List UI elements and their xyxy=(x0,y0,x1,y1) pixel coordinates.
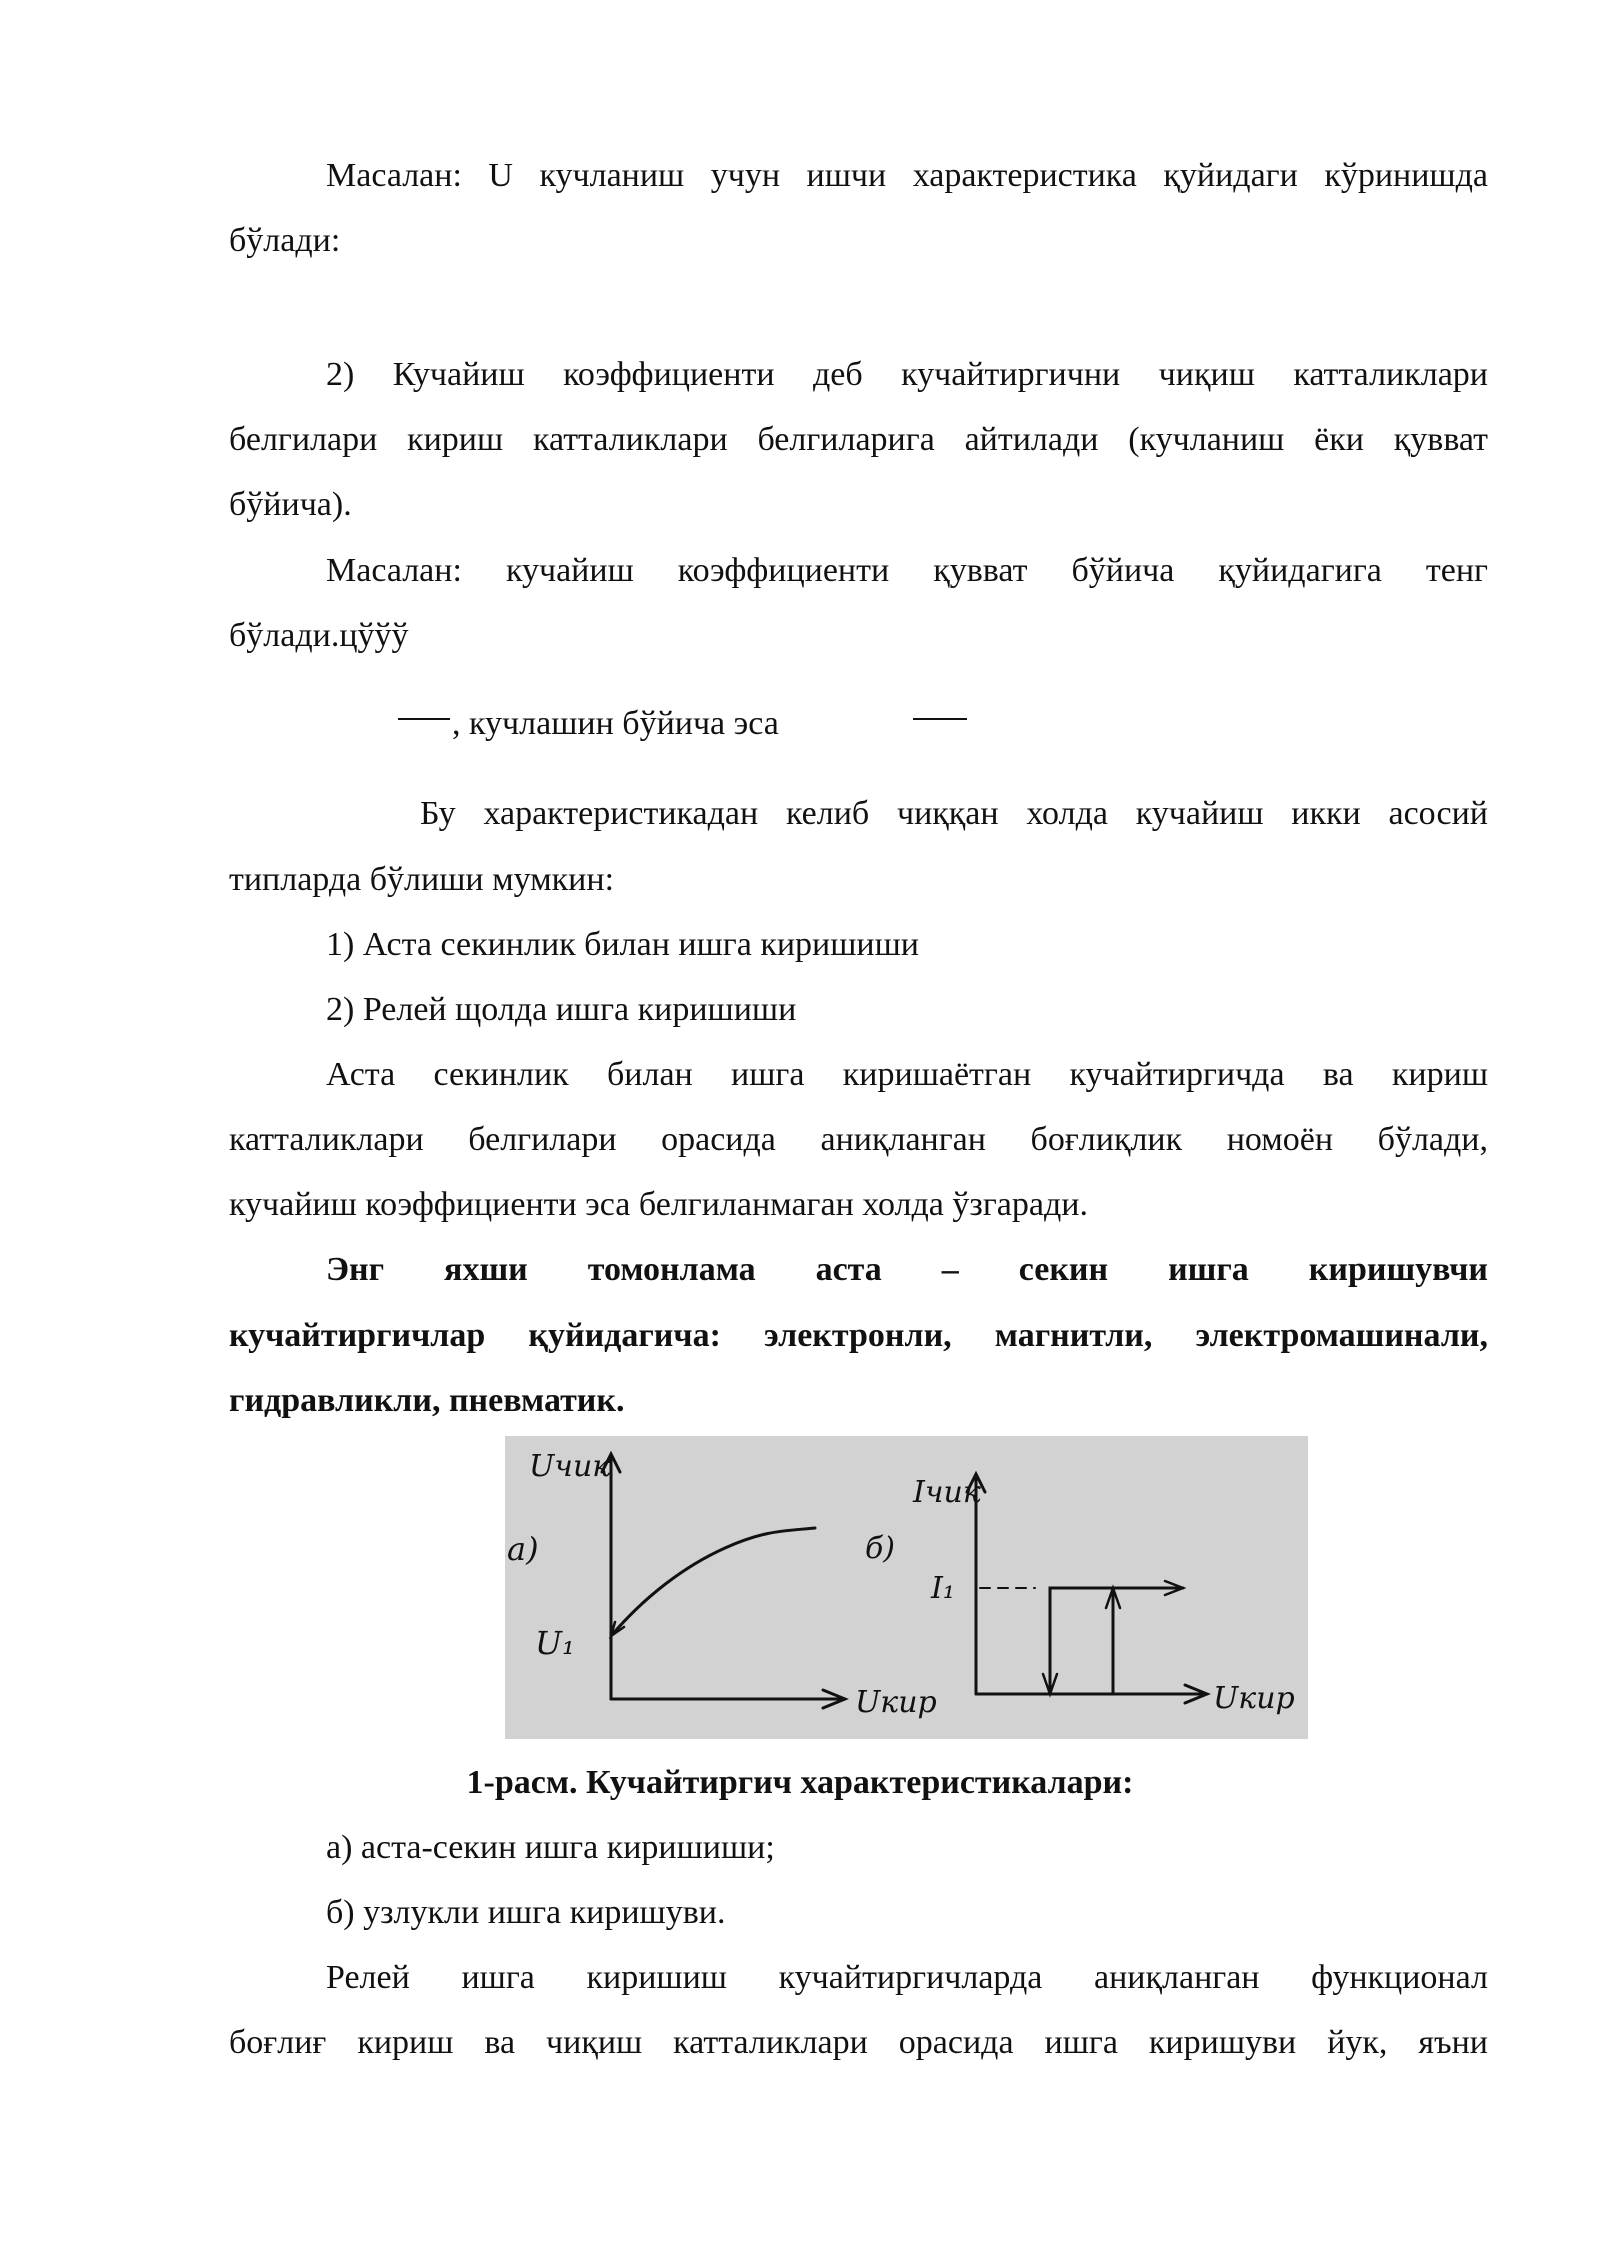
list-item-1: 1) Аста секинлик билан ишга киришиши xyxy=(326,926,919,963)
paragraph-7-line-1: Релей ишга киришиш кучайтиргичларда аниқланган функционал xyxy=(326,1959,1488,1996)
paragraph-4-line-2: типларда бўлиши мумкин: xyxy=(229,861,615,898)
paragraph-1-line-1: Масалан: U кучланиш учун ишчи характеристика қуйидаги кўринишда xyxy=(326,157,1488,194)
graph-a-label: а) xyxy=(507,1530,539,1568)
graph-a-x-label: Uкир xyxy=(855,1685,937,1720)
paragraph-2-line-1: 2) Кучайиш коэффициенти деб кучайтиргични чиқиш катталиклари xyxy=(326,356,1488,393)
paragraph-5-line-2: катталиклари белгилари орасида аниқланган боғлиқлик номоён бўлади, xyxy=(229,1121,1488,1158)
paragraph-5-line-3: кучайиш коэффициенти эса белгиланмаган холда ўзгаради. xyxy=(229,1186,1088,1223)
paragraph-6-line-3: гидравликли, пневматик. xyxy=(229,1382,625,1419)
graph-b-hysteresis-upper xyxy=(1050,1588,1183,1694)
amplifier-characteristics-figure xyxy=(505,1436,1308,1739)
paragraph-3-line-2: бўлади.цўўў xyxy=(229,617,409,654)
formula-line-text: , кучлашин бўйича эса xyxy=(452,705,779,742)
graph-b-y-label: Iчик xyxy=(913,1475,981,1510)
graph-a-y-label: Uчик xyxy=(529,1449,611,1484)
paragraph-6-line-2: кучайтиргичлар қуйидагича: электронли, магнитли, электромашинали, xyxy=(229,1317,1488,1354)
paragraph-7-line-2: боғлиғ кириш ва чиқиш катталиклари орасида ишга киришуви йук, яъни xyxy=(229,2024,1488,2061)
graph-a-curve xyxy=(611,1528,815,1636)
paragraph-1-line-2: бўлади: xyxy=(229,222,341,259)
figure-caption: 1-расм. Кучайтиргич характеристикалари: xyxy=(466,1764,1134,1801)
graph-a-u1-label: U₁ xyxy=(535,1624,575,1662)
graph-b-x-label: Uкир xyxy=(1213,1681,1295,1716)
graph-a xyxy=(602,1454,845,1708)
formula-placeholder-2 xyxy=(913,718,967,720)
paragraph-4-line-1: Бу характеристикадан келиб чиққан холда кучайиш икки асосий xyxy=(420,795,1488,832)
paragraph-6-line-1: Энг яхши томонлама аста – секин ишга киришувчи xyxy=(326,1251,1488,1288)
list-item-2: 2) Релей щолда ишга киришиши xyxy=(326,991,797,1028)
caption-item-b: б) узлукли ишга киришуви. xyxy=(326,1894,726,1931)
paragraph-2-line-3: бўйича). xyxy=(229,486,352,523)
graph-b-i1-label: I₁ xyxy=(931,1571,955,1606)
paragraph-5-line-1: Аста секинлик билан ишга киришаётган кучайтиргичда ва кириш xyxy=(326,1056,1488,1093)
caption-item-a: а) аста-секин ишга киришиши; xyxy=(326,1829,775,1866)
formula-placeholder-1 xyxy=(398,718,450,720)
paragraph-3-line-1: Масалан: кучайиш коэффициенти қувват бўйича қуйидагига тенг xyxy=(326,552,1488,589)
graph-b-label: б) xyxy=(865,1531,896,1566)
paragraph-2-line-2: белгилари кириш катталиклари белгиларига айтилади (кучланиш ёки қувват xyxy=(229,421,1488,458)
graph-b xyxy=(967,1474,1207,1703)
